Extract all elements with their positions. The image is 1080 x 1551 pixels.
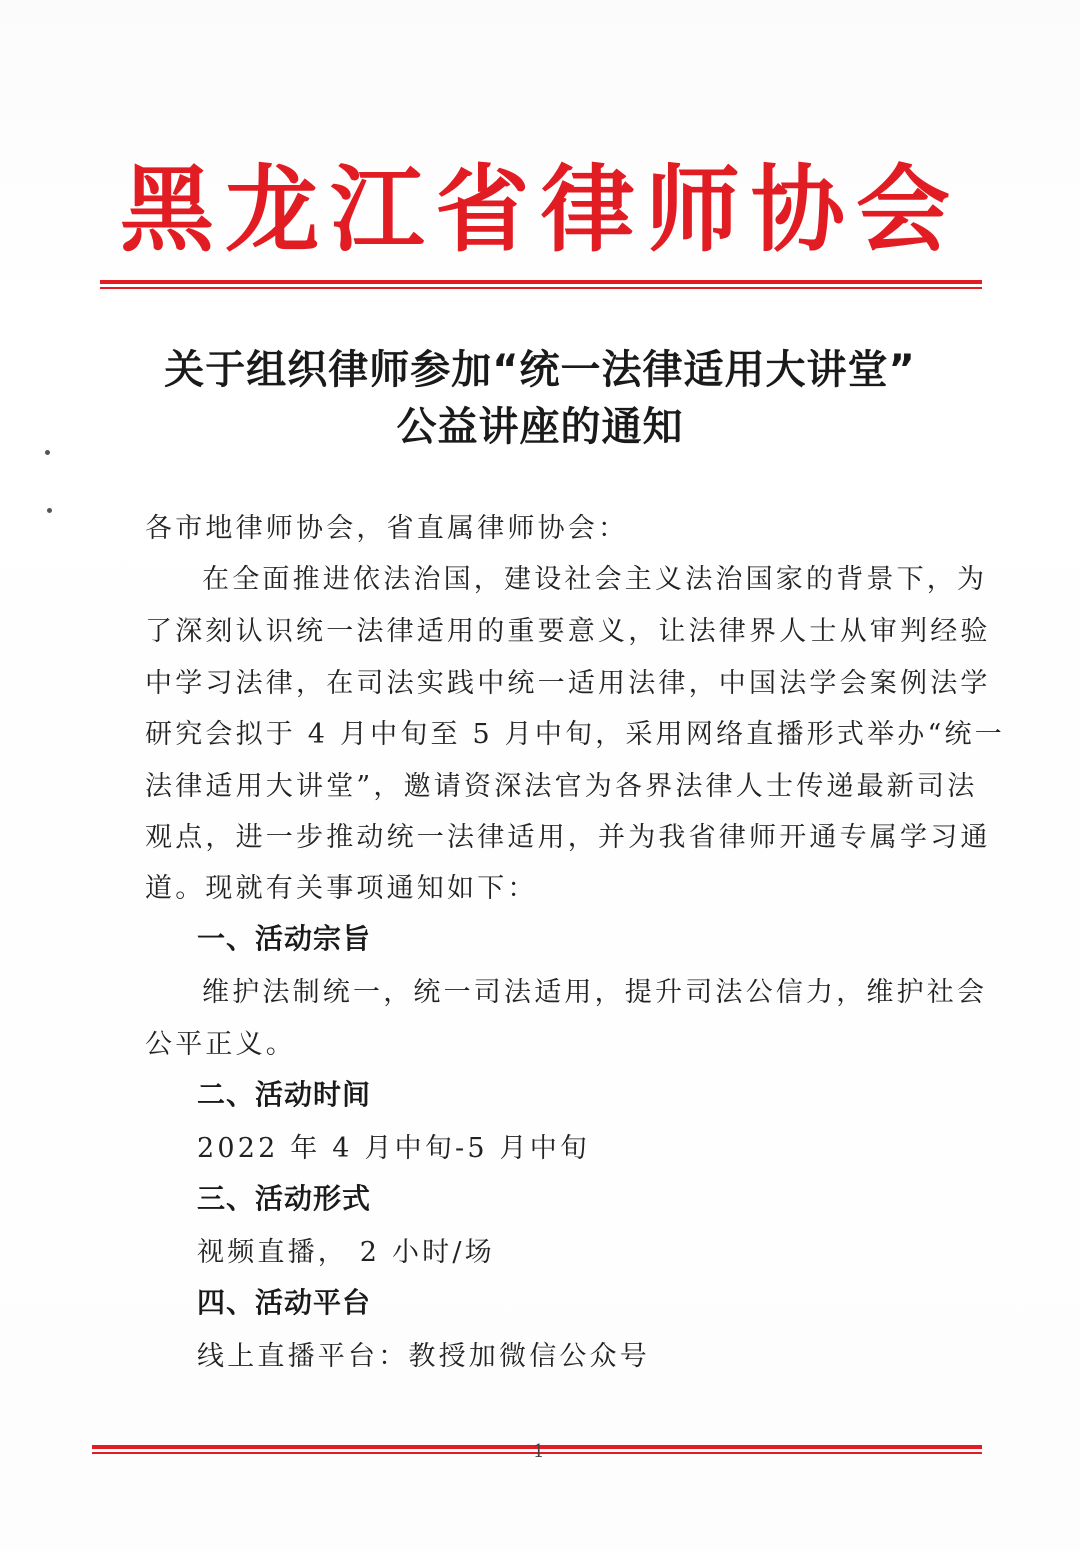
intro-line: 观点，进一步推动统一法律适用，并为我省律师开通专属学习通 bbox=[145, 822, 991, 853]
letterhead-char: 协 bbox=[750, 155, 845, 265]
section-text: 2022 年 4 月中旬-5 月中旬 bbox=[197, 1133, 591, 1164]
letterhead-char: 黑 bbox=[120, 155, 215, 265]
letterhead-char: 龙 bbox=[225, 155, 320, 265]
section-heading-platform: 四、活动平台 bbox=[197, 1286, 372, 1319]
section-heading-time: 二、活动时间 bbox=[197, 1078, 372, 1111]
section-heading-purpose: 一、活动宗旨 bbox=[197, 922, 372, 955]
letterhead-char: 江 bbox=[330, 155, 425, 265]
intro-line: 法律适用大讲堂”，邀请资深法官为各界法律人士传递最新司法 bbox=[145, 771, 978, 802]
header-red-rule-thin bbox=[100, 287, 982, 289]
salutation: 各市地律师协会，省直属律师协会： bbox=[145, 513, 629, 544]
letterhead-char: 律 bbox=[540, 155, 635, 265]
header-red-rule bbox=[100, 280, 982, 284]
section-text: 公平正义。 bbox=[145, 1029, 296, 1060]
letterhead-char: 省 bbox=[435, 155, 530, 265]
intro-line: 中学习法律，在司法实践中统一适用法律，中国法学会案例法学 bbox=[145, 668, 991, 699]
section-text: 维护法制统一，统一司法适用，提升司法公信力，维护社会 bbox=[202, 977, 988, 1008]
margin-speck bbox=[45, 450, 50, 455]
section-text: 线上直播平台：教授加微信公众号 bbox=[197, 1341, 650, 1372]
intro-line: 道。现就有关事项通知如下： bbox=[145, 873, 538, 904]
page-number: 1 bbox=[533, 1441, 545, 1462]
section-heading-format: 三、活动形式 bbox=[197, 1182, 372, 1215]
margin-speck bbox=[47, 508, 52, 513]
letterhead-char: 师 bbox=[645, 155, 740, 265]
section-text: 视频直播， 2 小时/场 bbox=[197, 1237, 495, 1268]
intro-line: 了深刻认识统一法律适用的重要意义，让法律界人士从审判经验 bbox=[145, 616, 991, 647]
notice-title-line1: 关于组织律师参加“统一法律适用大讲堂” bbox=[164, 347, 916, 393]
letterhead-char: 会 bbox=[855, 155, 950, 265]
letterhead-title bbox=[120, 150, 950, 270]
intro-line: 研究会拟于 4 月中旬至 5 月中旬，采用网络直播形式举办“统一 bbox=[145, 719, 1005, 750]
intro-line: 在全面推进依法治国，建设社会主义法治国家的背景下，为 bbox=[202, 564, 988, 595]
notice-title-line2: 公益讲座的通知 bbox=[396, 404, 684, 450]
